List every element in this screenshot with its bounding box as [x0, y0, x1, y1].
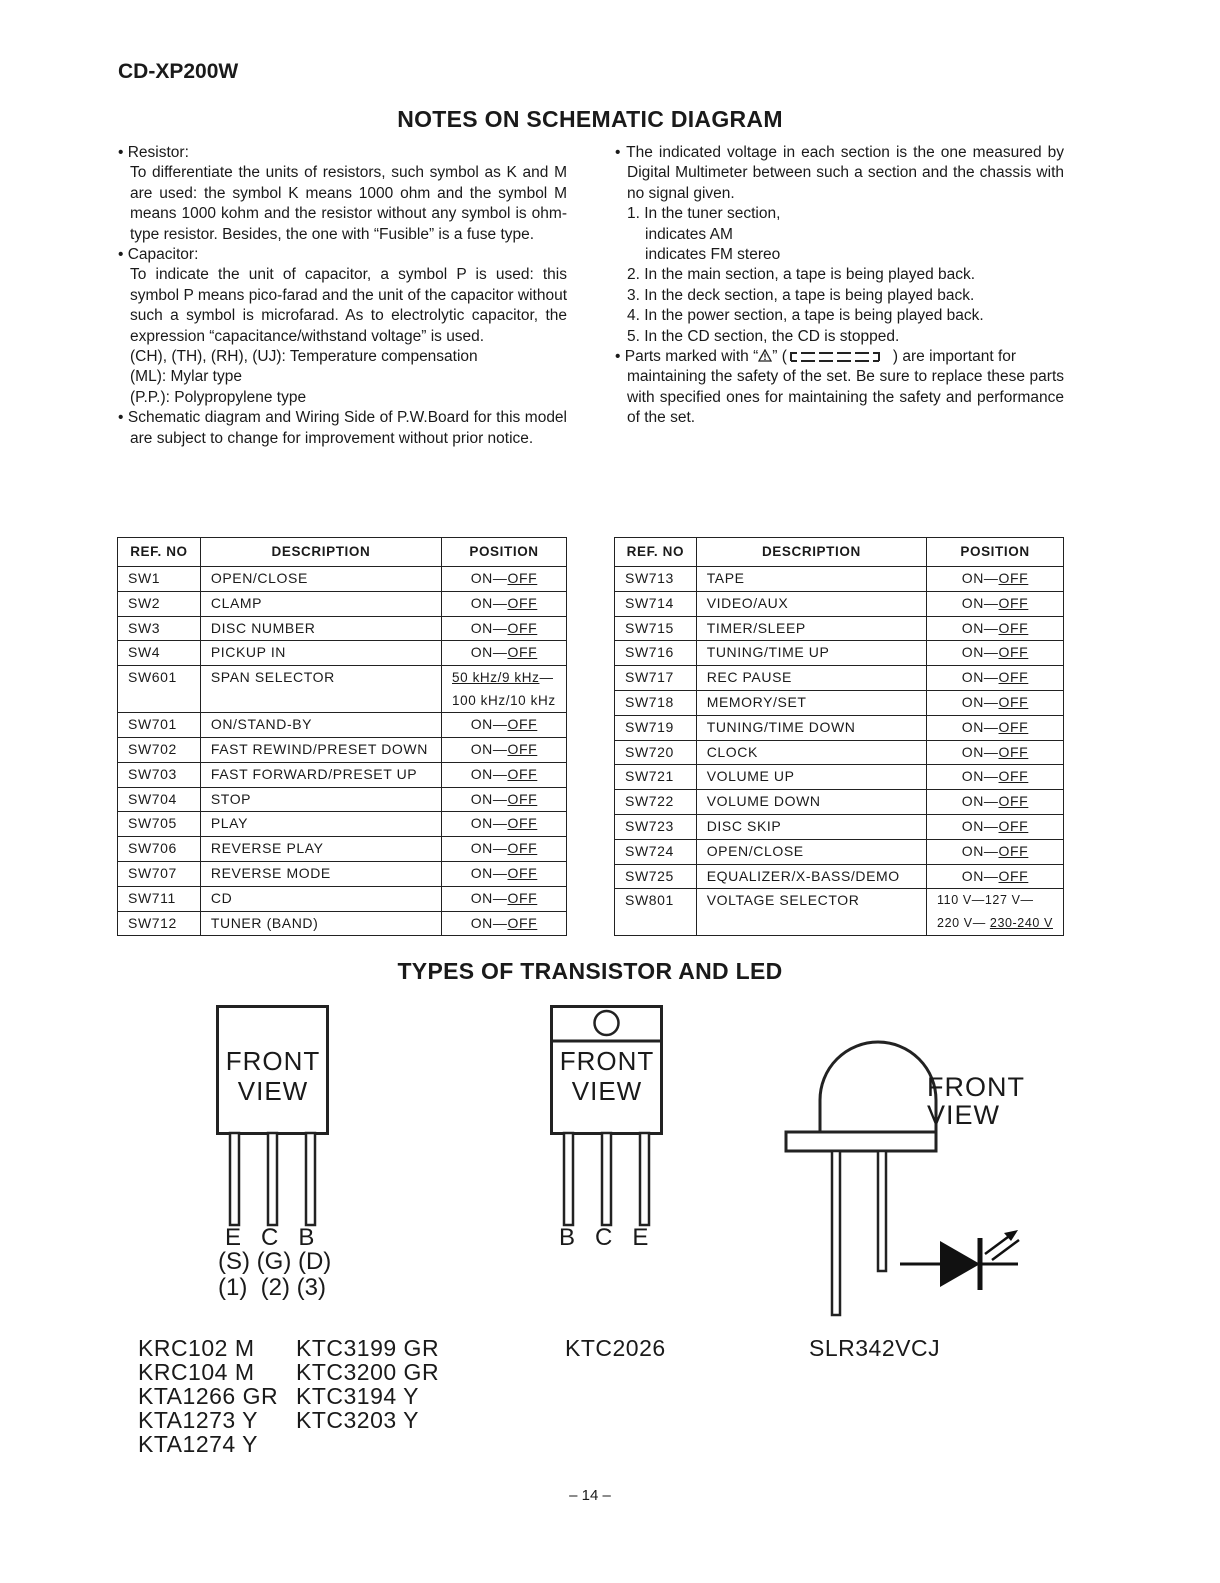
description-cell: CLOCK [696, 740, 926, 765]
position-cell [927, 790, 1064, 815]
parts-marked-text: maintaining the safety of the set. Be sure to replace these parts with specified ones for maintaining the safety and performance of the set. [627, 368, 1064, 427]
table-row [118, 567, 567, 592]
position-on: ON— [961, 867, 999, 884]
description-cell: FAST FORWARD/PRESET UP [200, 762, 441, 787]
position-off: OFF [507, 644, 538, 661]
position-on: ON— [961, 793, 999, 810]
description-cell: REVERSE PLAY [200, 837, 441, 862]
header-description: DESCRIPTION [696, 538, 926, 567]
position-on: ON— [961, 693, 999, 710]
ref-cell: SW724 [615, 839, 697, 864]
table-row [118, 737, 567, 762]
description-cell: TUNER (BAND) [200, 911, 441, 936]
description-cell: OPEN/CLOSE [200, 567, 441, 592]
voltage-item-5: 5. In the CD section, the CD is stopped. [627, 327, 900, 345]
position-cell [927, 591, 1064, 616]
position-cell [442, 567, 567, 592]
position-off: OFF [507, 815, 538, 832]
position-cell [442, 666, 567, 713]
ref-cell: SW718 [615, 690, 697, 715]
voltage-note: • The indicated voltage in each section is the one measured by Digital Multimeter between such a section and the chassis with no signal given. [615, 144, 1064, 202]
position-cell [927, 666, 1064, 691]
voltage-item-4: 4. In the power section, a tape is being played back. [627, 307, 984, 325]
ref-cell: SW720 [615, 740, 697, 765]
position-cell [927, 864, 1064, 889]
ref-cell: SW704 [118, 787, 201, 812]
description-cell: VOLUME DOWN [696, 790, 926, 815]
table-row [118, 641, 567, 666]
position-off: OFF [507, 889, 538, 906]
ref-cell: SW712 [118, 911, 201, 936]
description-cell: STOP [200, 787, 441, 812]
capacitor-temp-comp: (CH), (TH), (RH), (UJ): Temperature compensation [130, 348, 478, 366]
table-row [615, 864, 1064, 889]
voltage-item-2: 2. In the main section, a tape is being played back. [627, 266, 976, 284]
led-front-label: FRONT [927, 1072, 1025, 1102]
position-off: OFF [507, 594, 538, 611]
notes-title: NOTES ON SCHEMATIC DIAGRAM [397, 106, 783, 132]
position-off: OFF [998, 644, 1029, 661]
position-on: ON— [470, 864, 508, 881]
ref-cell: SW725 [615, 864, 697, 889]
position-on: ON— [470, 594, 508, 611]
part-number: KTA1266 GR [138, 1383, 279, 1409]
position-off: OFF [998, 718, 1029, 735]
table-row [615, 715, 1064, 740]
position-off: OFF [998, 768, 1029, 785]
ref-cell: SW717 [615, 666, 697, 691]
position-off: OFF [998, 817, 1029, 834]
position-off: OFF [998, 842, 1029, 859]
description-cell: MEMORY/SET [696, 690, 926, 715]
position-on: ON— [470, 716, 508, 733]
dashed-box-icon [787, 348, 893, 365]
ref-cell: SW711 [118, 886, 201, 911]
position-on: ON— [961, 669, 999, 686]
position-value: 110 V—127 V— [937, 893, 1034, 908]
table-row [615, 567, 1064, 592]
position-on: ON— [961, 644, 999, 661]
capacitor-polypropylene: (P.P.): Polypropylene type [130, 388, 307, 406]
ref-cell: SW601 [118, 666, 201, 713]
capacitor-mylar: (ML): Mylar type [130, 368, 242, 386]
table-row [118, 762, 567, 787]
description-cell: CLAMP [200, 591, 441, 616]
position-cell [442, 911, 567, 936]
ref-cell: SW701 [118, 713, 201, 738]
position-off: OFF [998, 570, 1029, 586]
part-led: SLR342VCJ [809, 1335, 941, 1361]
position-off: OFF [998, 669, 1029, 686]
position-cell [927, 839, 1064, 864]
position-on: ON— [961, 594, 999, 611]
position-cell [927, 715, 1064, 740]
table-row [118, 591, 567, 616]
part-list-col1 [138, 1336, 278, 1456]
transistor-figure-1 [216, 1005, 330, 1135]
resistor-text: To differentiate the units of resistors, such symbol as K and M are used: the symbol K means 1000 ohm and the symbol M means 1000 kohm and the resistor without any symbol is ohm-type resistor. Besides, the one with “Fusible” is a fuse type. [130, 164, 567, 243]
position-on: ON— [470, 740, 508, 757]
ref-cell: SW716 [615, 641, 697, 666]
table-row [118, 812, 567, 837]
position-off: OFF [507, 765, 538, 782]
part-list-col2 [296, 1336, 439, 1432]
ref-cell: SW801 [615, 889, 697, 936]
description-cell: VIDEO/AUX [696, 591, 926, 616]
description-cell: VOLUME UP [696, 765, 926, 790]
position-on: ON— [470, 619, 508, 636]
table-row [615, 641, 1064, 666]
pin-labels-bce: B C E [559, 1224, 649, 1251]
table-row [615, 690, 1064, 715]
position-cell [442, 837, 567, 862]
schematic-note: • Schematic diagram and Wiring Side of P.W.Board for this model are subject to change for improvement without prior notice. [118, 409, 567, 447]
table-row [118, 861, 567, 886]
ref-cell: SW723 [615, 814, 697, 839]
parts-marked-line [615, 347, 1064, 367]
table-row [118, 911, 567, 936]
position-cell [442, 762, 567, 787]
parts-marked-post: ) are important for [892, 348, 1017, 366]
table-row [615, 616, 1064, 641]
position-cell [442, 787, 567, 812]
position-cell [927, 765, 1064, 790]
position-value: 220 V— [937, 916, 990, 931]
table-row [118, 837, 567, 862]
position-cell [442, 713, 567, 738]
position-on: ON— [470, 765, 508, 782]
position-on: ON— [470, 840, 508, 857]
warning-triangle-icon [758, 348, 772, 365]
table-row [615, 790, 1064, 815]
pin-labels-ecb: E C B [225, 1224, 315, 1251]
ref-cell: SW3 [118, 616, 201, 641]
position-cell [442, 812, 567, 837]
part-number: KTC3199 GR [296, 1335, 440, 1361]
transistor-body-icon [216, 1005, 330, 1235]
position-off: OFF [507, 914, 538, 931]
position-off: OFF [507, 716, 538, 733]
ref-cell: SW721 [615, 765, 697, 790]
pin-labels-sgd: (S) (G) (D) [218, 1248, 332, 1275]
position-on: ON— [961, 619, 999, 636]
position-cell [927, 740, 1064, 765]
description-cell: OPEN/CLOSE [696, 839, 926, 864]
position-value: 230-240 V [989, 916, 1053, 931]
description-cell: FAST REWIND/PRESET DOWN [200, 737, 441, 762]
view-label: VIEW [571, 1076, 643, 1106]
description-cell: EQUALIZER/X-BASS/DEMO [696, 864, 926, 889]
position-cell [442, 886, 567, 911]
view-label: VIEW [237, 1076, 309, 1106]
voltage-item-1-fm: indicates FM stereo [645, 246, 781, 264]
table-row [615, 765, 1064, 790]
position-off: OFF [507, 864, 538, 881]
types-title: TYPES OF TRANSISTOR AND LED [397, 958, 783, 984]
table-row [118, 616, 567, 641]
table-row [615, 839, 1064, 864]
transistor-tab-icon [550, 1005, 664, 1235]
table-row [615, 591, 1064, 616]
ref-cell: SW2 [118, 591, 201, 616]
position-on: ON— [961, 570, 999, 586]
position-on: ON— [470, 644, 508, 661]
model-number: CD-XP200W [118, 60, 239, 83]
front-label: FRONT [225, 1046, 321, 1076]
position-off: OFF [998, 693, 1029, 710]
ref-cell: SW713 [615, 567, 697, 592]
ref-cell: SW706 [118, 837, 201, 862]
description-cell: REVERSE MODE [200, 861, 441, 886]
position-cell [927, 641, 1064, 666]
table-row [118, 886, 567, 911]
position-on: ON— [470, 790, 508, 807]
ref-cell: SW705 [118, 812, 201, 837]
switch-table-left [117, 537, 567, 936]
table-row [615, 666, 1064, 691]
description-cell: DISC NUMBER [200, 616, 441, 641]
position-off: OFF [998, 619, 1029, 636]
description-cell: TUNING/TIME UP [696, 641, 926, 666]
header-description: DESCRIPTION [200, 538, 441, 567]
right-notes [615, 143, 1064, 429]
position-off: OFF [507, 790, 538, 807]
table-row [118, 666, 567, 713]
table-row [615, 814, 1064, 839]
position-off: OFF [507, 619, 538, 636]
header-ref-no: REF. NO [118, 538, 201, 567]
page-number: – 14 – [569, 1487, 611, 1504]
switch-table-right [614, 537, 1064, 936]
ref-cell: SW719 [615, 715, 697, 740]
voltage-item-1-am: indicates AM [645, 225, 733, 243]
position-on: ON— [961, 817, 999, 834]
part-number: KTC3200 GR [296, 1359, 440, 1385]
ref-cell: SW702 [118, 737, 201, 762]
part-number: KRC104 M [138, 1359, 255, 1385]
position-cell [927, 567, 1064, 592]
part-number: KTA1273 Y [138, 1407, 259, 1433]
ref-cell: SW4 [118, 641, 201, 666]
ref-cell: SW722 [615, 790, 697, 815]
position-cell [927, 616, 1064, 641]
front-label: FRONT [559, 1046, 655, 1076]
parts-marked-pre: • Parts marked with “ [615, 348, 759, 366]
position-off: OFF [998, 867, 1029, 884]
voltage-item-1: 1. In the tuner section, [627, 205, 781, 223]
description-cell: ON/STAND-BY [200, 713, 441, 738]
position-on: ON— [961, 768, 999, 785]
position-off: OFF [507, 740, 538, 757]
table-row [118, 787, 567, 812]
part-number: KTC3194 Y [296, 1383, 419, 1409]
ref-cell: SW707 [118, 861, 201, 886]
position-on: ON— [470, 889, 508, 906]
table-row [118, 713, 567, 738]
description-cell: PLAY [200, 812, 441, 837]
position-on: ON— [470, 815, 508, 832]
description-cell: VOLTAGE SELECTOR [696, 889, 926, 936]
description-cell: PICKUP IN [200, 641, 441, 666]
position-value: 50 kHz/9 kHz [452, 670, 540, 686]
ref-cell: SW703 [118, 762, 201, 787]
parts-marked-mid: ” ( [772, 348, 787, 366]
position-cell [442, 737, 567, 762]
position-off: OFF [998, 793, 1029, 810]
table-row [615, 740, 1064, 765]
header-position: POSITION [927, 538, 1064, 567]
description-cell: REC PAUSE [696, 666, 926, 691]
ref-cell: SW1 [118, 567, 201, 592]
position-off: OFF [507, 570, 538, 586]
capacitor-text: To indicate the unit of capacitor, a symbol P is used: this symbol P means pico-farad and the unit of the capacitor without such a symbol is microfarad. As to electrolytic capacitor, the expression “capacitance/withstand voltage” is used. [130, 266, 567, 345]
description-cell: DISC SKIP [696, 814, 926, 839]
position-cell [442, 591, 567, 616]
header-ref-no: REF. NO [615, 538, 697, 567]
description-cell: TAPE [696, 567, 926, 592]
position-cell [927, 814, 1064, 839]
header-position: POSITION [442, 538, 567, 567]
led-view-label: VIEW [927, 1100, 1001, 1130]
position-cell [442, 641, 567, 666]
position-on: ON— [961, 718, 999, 735]
description-cell: SPAN SELECTOR [200, 666, 441, 713]
part-number: KTC3203 Y [296, 1407, 419, 1433]
position-off: OFF [507, 840, 538, 857]
pin-labels-123: (1) (2) (3) [218, 1274, 326, 1301]
position-on: ON— [470, 570, 508, 586]
table-row [615, 889, 1064, 936]
position-cell [927, 690, 1064, 715]
left-notes [118, 143, 567, 449]
position-value: 100 kHz/10 kHz [452, 693, 556, 709]
position-on: ON— [961, 842, 999, 859]
position-off: OFF [998, 743, 1029, 760]
part-number: KTA1274 Y [138, 1431, 259, 1457]
position-off: OFF [998, 594, 1029, 611]
part-number: KRC102 M [138, 1335, 255, 1361]
position-value: — [539, 670, 554, 686]
position-on: ON— [470, 914, 508, 931]
position-cell [442, 861, 567, 886]
ref-cell: SW715 [615, 616, 697, 641]
capacitor-heading: • Capacitor: [118, 246, 199, 264]
description-cell: TIMER/SLEEP [696, 616, 926, 641]
resistor-heading: • Resistor: [118, 144, 189, 161]
description-cell: TUNING/TIME DOWN [696, 715, 926, 740]
part-ktc2026: KTC2026 [565, 1335, 666, 1361]
transistor-figure-2 [550, 1005, 664, 1135]
voltage-item-3: 3. In the deck section, a tape is being played back. [627, 286, 975, 304]
description-cell: CD [200, 886, 441, 911]
ref-cell: SW714 [615, 591, 697, 616]
position-cell [927, 889, 1064, 936]
position-cell [442, 616, 567, 641]
position-on: ON— [961, 743, 999, 760]
